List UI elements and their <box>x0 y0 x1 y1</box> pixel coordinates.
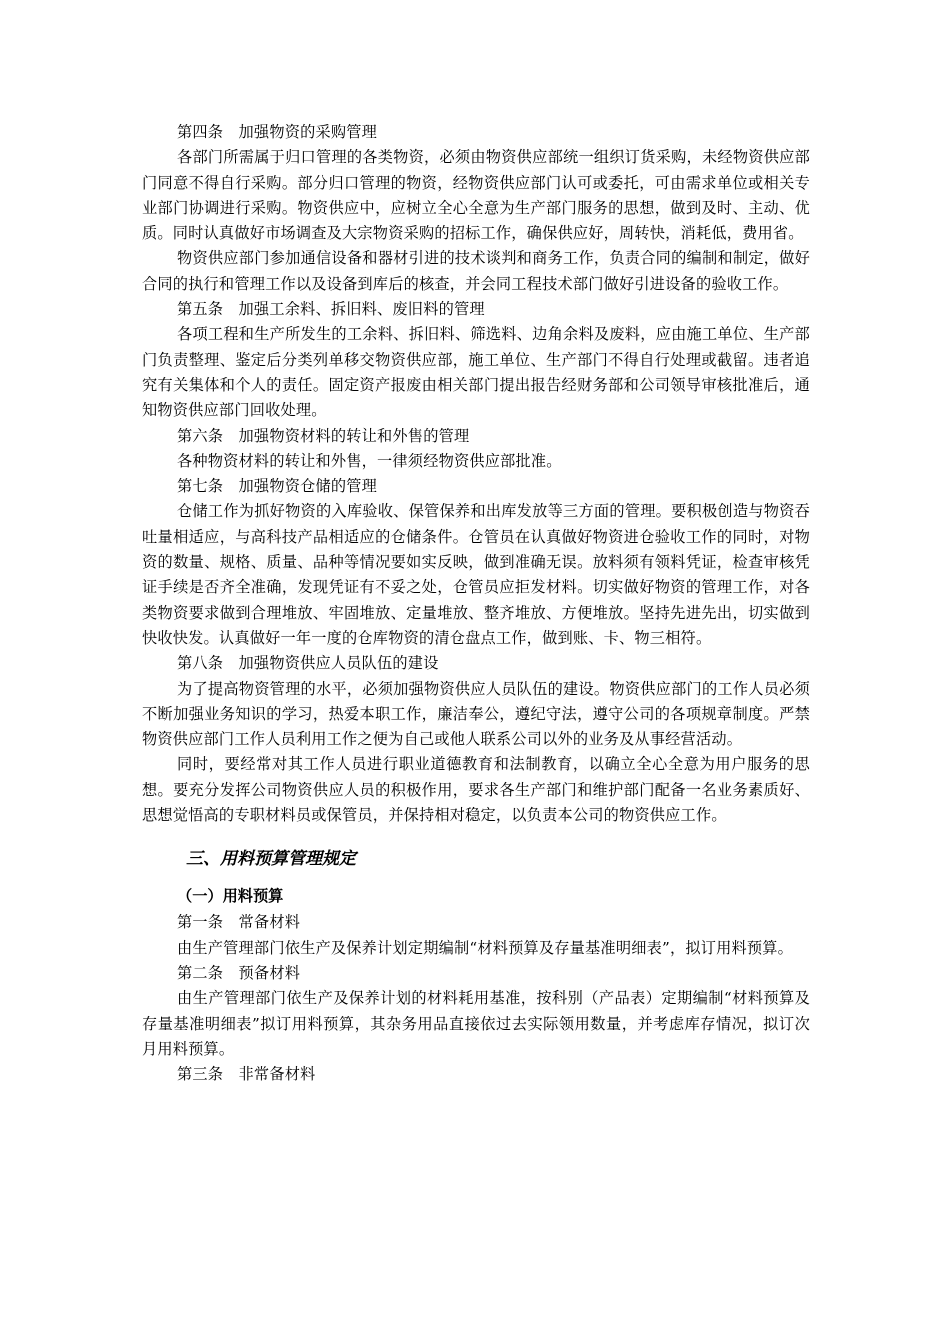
subsection-title: （一）用料预算 <box>177 887 284 906</box>
document-content <box>142 120 810 1087</box>
article-8-body-1: 为了提高物资管理的水平，必须加强物资供应人员队伍的建设。物资供应部门的工作人员必须不断加强业务知识的学习，热爱本职工作，廉洁奉公，遵纪守法，遵守公司的各项规章制度。严禁物资供应部门工作人员利用工作之便为自己或他人联系公司以外的业务及从事经营活动。 <box>142 679 810 749</box>
article-7-heading: 第七条 加强物资仓储的管理 <box>177 477 378 496</box>
article-8-heading: 第八条 加强物资供应人员队伍的建设 <box>177 654 439 673</box>
budget-article-3-heading: 第三条 非常备材料 <box>177 1065 316 1084</box>
budget-article-1-heading: 第一条 常备材料 <box>177 913 301 932</box>
article-4-body-1: 各部门所需属于归口管理的各类物资，必须由物资供应部统一组织订货采购，未经物资供应部门同意不得自行采购。部分归口管理的物资，经物资供应部门认可或委托，可由需求单位或相关专业部门协调进行采购。物资供应中，应树立全心全意为生产部门服务的思想，做到及时、主动、优质。同时认真做好市场调查及大宗物资采购的招标工作，确保供应好，周转快，消耗低，费用省。 <box>142 148 810 243</box>
budget-article-1-body: 由生产管理部门依生产及保养计划定期编制“材料预算及存量基准明细表”，拟订用料预算。 <box>177 938 794 957</box>
budget-article-2-heading: 第二条 预备材料 <box>177 963 301 982</box>
section-title: 三、用料预算管理规定 <box>186 849 356 870</box>
article-8-body-2: 同时，要经常对其工作人员进行职业道德教育和法制教育，以确立全心全意为用户服务的思想。要充分发挥公司物资供应人员的积极作用，要求各生产部门和维护部门配备一名业务素质好、思想觉悟高的专职材料员或保管员，并保持相对稳定，以负责本公司的物资供应工作。 <box>142 755 810 825</box>
article-7-body: 仓储工作为抓好物资的入库验收、保管保养和出库发放等三方面的管理。要积极创造与物资吞吐量相适应，与高科技产品相适应的仓储条件。仓管员在认真做好物资进仓验收工作的同时，对物资的数量、规格、质量、品种等情况要如实反映，做到准确无误。放料须有领料凭证，检查审核凭证手续是否齐全准确，发现凭证有不妥之处，仓管员应拒发材料。切实做好物资的管理工作，对各类物资要求做到合理堆放、牢固堆放、定量堆放、整齐堆放、方便堆放。坚持先进先出，切实做到快收快发。认真做好一年一度的仓库物资的清仓盘点工作，做到账、卡、物三相符。 <box>142 502 810 647</box>
article-6-body: 各种物资材料的转让和外售，一律须经物资供应部批准。 <box>177 451 562 470</box>
article-4-body-2: 物资供应部门参加通信设备和器材引进的技术谈判和商务工作，负责合同的编制和制定，做好合同的执行和管理工作以及设备到库后的核查，并会同工程技术部门做好引进设备的验收工作。 <box>142 249 810 293</box>
article-5-heading: 第五条 加强工余料、拆旧料、废旧料的管理 <box>177 300 485 319</box>
article-4-heading: 第四条 加强物资的采购管理 <box>177 123 378 141</box>
article-5-body: 各项工程和生产所发生的工余料、拆旧料、筛选料、边角余料及废料，应由施工单位、生产部门负责整理、鉴定后分类列单移交物资供应部，施工单位、生产部门不得自行处理或截留。违者追究有关集体和个人的责任。固定资产报废由相关部门提出报告经财务部和公司领导审核批准后，通知物资供应部门回收处理。 <box>142 325 810 420</box>
budget-article-2-body: 由生产管理部门依生产及保养计划的材料耗用基准，按科别（产品表）定期编制“材料预算及存量基准明细表”拟订用料预算，其杂务用品直接依过去实际领用数量，并考虑库存情况，拟订次月用料预算。 <box>142 989 810 1058</box>
article-6-heading: 第六条 加强物资材料的转让和外售的管理 <box>177 426 470 445</box>
